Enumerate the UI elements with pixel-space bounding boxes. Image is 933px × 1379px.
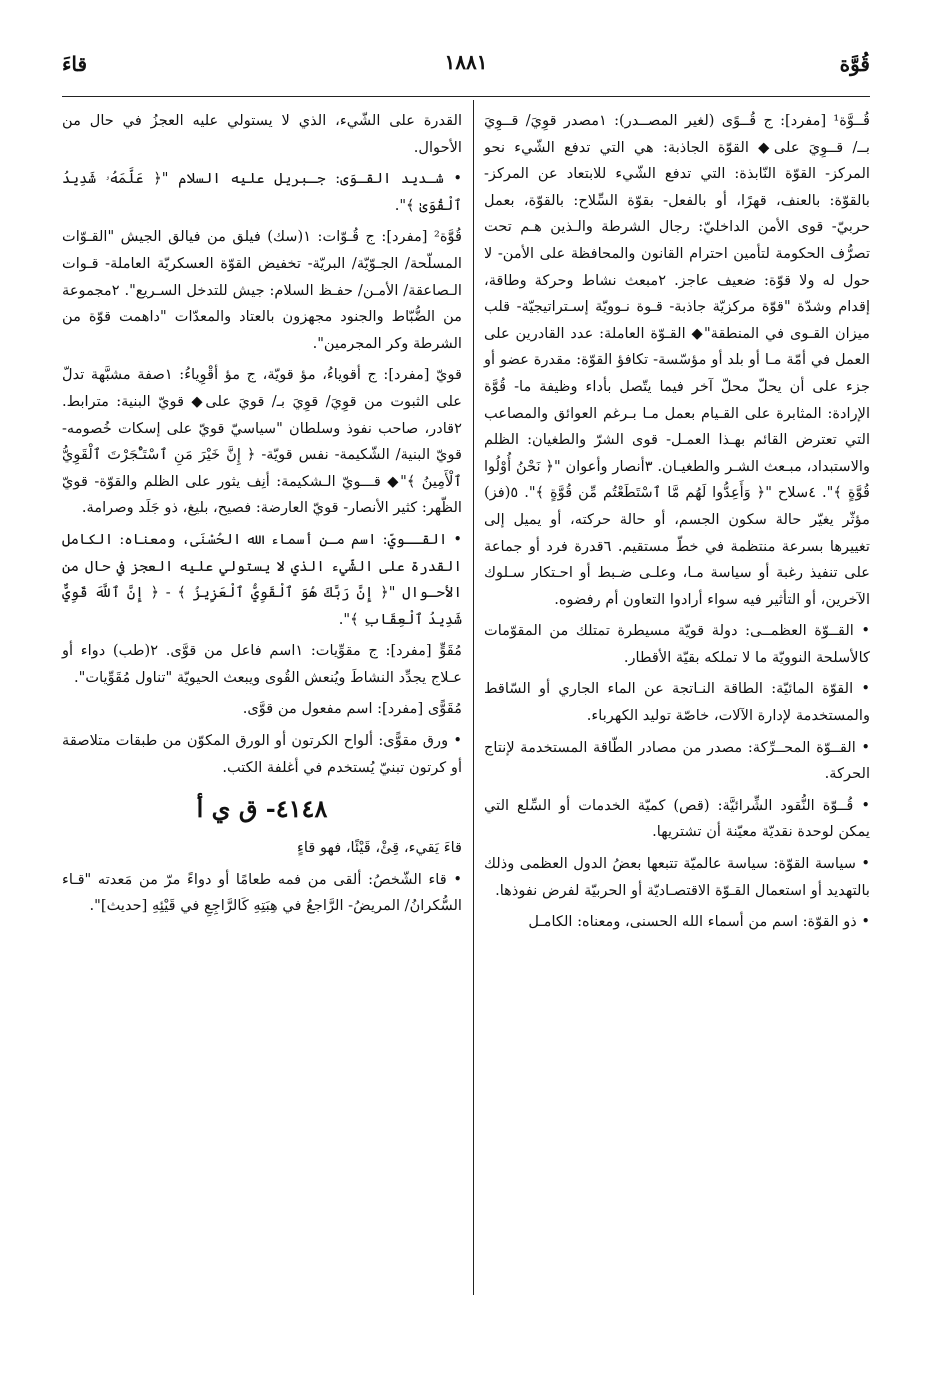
column-divider [473,100,474,1295]
sub-entry-cardboard: • ورق مقوًّى: ألواح الكرتون أو الورق المكوّن من طبقات متلاصقة أو كرتون تبنيّ يُستخدم في أغلفة الكتب. [62,732,462,776]
dictionary-entry-quwwa-2: قُوَّة² [مفرد]: ج قُـوّات: ١(سك) فيلق من فيالق الجيش "القـوّات المسلّحة/ الجـوّيّة/ البريّة- تخفيض القوّة العسكريّة العاملة- قـوات الـصاعقة/ الأمـن/ حفـظ السلام: جيش للتدخل السـريع". ٢مجموعة من الضُّبّاط والجنود مجهزون بالعتاد والمعدّات "داهمت قوّة من الشرطة وكر المجرمين". [62,228,462,352]
header-guide-word-left: قاءَ [62,52,88,76]
dictionary-entry-muqawwin: مُقَوٍّ [مفرد]: ج مقوِّيات: ١اسم فاعل من قوَّى. ٢(طب) دواء أو عـلاج يجدِّد النشاطَ ويُنعش القُوى ويبعث الحيويّة "تناول مُقَوِّيات". [62,642,462,686]
sub-entry-purchasing-power: • قُــوّة النُّقود الشِّرائيَّة: (قص) كميّة الخدمات أو السِّلع التي يمكن لوحدة نقديّة معيّنة أن تشتريها. [484,796,870,841]
dictionary-entry-qaa: قاءَ يَقيء، قِئْ، قَيْئًا، فهو قاءٍ [297,839,462,857]
right-column [484,108,870,941]
sub-entry-water-power: • القوّة المائيّة: الطاقة النـاتجة عن الماء الجاري أو السّاقط والمستخدمة لإدارة الآلات، خاصّة توليد الكهرباء. [484,680,870,725]
dictionary-entry-qawiyy: قويّ [مفرد]: ج أقوياءُ، مؤ قويّة، ج مؤ أقْوِياءُ: ١صفة مشبَّهة تدلّ على الثبوت من قوِيَ/ قوِيَ بـ/ قويَ على◆ قويّ البنية: مترابط. ٢قادر، صاحب نفوذ وسلطان "سياسيّ قويّ على إسكات خُصومه- قويّ البنية/ الشّكيمة- نفس قويّة- ﴿ إِنَّ خَيْرَ مَنِ ٱسْتَـْٔجَرْتَ ٱلْقَوِيُّ ٱلْأَمِينُ ﴾"◆ قـــويّ الـشكيمة: أنِف يثور على الظلم والقوّة- قويّ الظّهر: كثير الأنصار- قويّ العارضة: فصيح، بليغ، ذو جَلَد وصرامة. [62,366,462,517]
sub-entry-shadid-al-quwa: • شـديد القـوَى: جـبريل عليه السلام "﴿ عَلَّمَهُۥ شَدِيدُ ٱلْقُوَىٰ ﴾". [62,170,462,214]
sub-entry-qaa-al-shakhs: • قاء الشّخصُ: ألقى من فمه طعامًا أو دواءً مرّ من مَعدته "قـاء السُّكرانُ/ المريضُ- الرَّاجعُ في هِبَتِهِ كَالرَّاجِعِ في قَيْئِهِ [حديث]". [62,870,462,915]
dictionary-entry-quwwa-1: قُــوَّة¹ [مفرد]: ج قُــوًى (لغير المصــدر): ١مصدر قوِيَ/ قــوِيَ بــ/ قــوِيَ على◆ القوّة الجاذبة: هي التي تدفع الشّيء نحو المركز- القوّة النّابذة: التي تدفع الشّيء للابتعاد عن المركز- بالقوّة: بالعنف، قهرًا، أو بالفعل- بقوّة السِّلاح: بالقوّة، بعمل حربيّ- قوى الأمن الداخليّ: رجال الشرطة والـذين هـم تحت تصرُّف الحكومة لتأمين احترام القانون والمحافظة على الأمن- لا حول له ولا قوّة: ضعيف عاجز. ٢مبعث نشاط وحركة وطاقة، إقدام وشدّة "قوّة مركزيّة جاذبة- قـوة نـوويّة إسـتراتيجيّة- قلب ميزان القـوى في المنطقة"◆ القـوّة العاملة: عدد القادرين على العمل في أمّة مـا أو بلد أو مؤسّسة- تكافؤ القوّة: مقدرة عضو أو جزء على أن يحلّ محلّ آخر فيما يتّصل بأداء وظيفة ما- قُوَّة الإرادة: المثابرة على القـيام بعمل مـا بـرغم العوائق والمصاعب التي تعترض القائم بهـذا العمـل- قوى الشرّ والطغيان: الظلم والاستبداد، مبـعث الشـر والطغيـان. ٣أنصار وأعوان "﴿ نَحْنُ أُوْلُوا قُوَّةٍ ﴾". ٤سلاح "﴿ وَأَعِدُّوا لَهُم مَّا ٱسْتَطَعْتُم مِّن قُوَّةٍ ﴾". ٥(فز) مؤثّر يغيّر حالة سكون الجسم، أو حالة حركته، أو يميل إلى تغييرها بسرعة منتظمة في خطّ مستقيم. ٦قدرة فرد أو جماعة على تنفيذ رغبة أو سياسة مـا، وعلـى ضـبط أو احـتكار سـلوك الآخرين، أو التأثير فيه سواء أرادوا التعاون أم رفضوه. [484,112,871,608]
root-heading: ٤١٤٨- ق ي أ [196,794,328,824]
sub-entry-dhu-al-quwwa: • ذو القوّة: اسم من أسماء الله الحسنى، ومعناه: الكامـل [528,913,870,931]
page-header [62,52,870,92]
sub-entry-power-politics: • سياسة القوّة: سياسة عالميّة تتبعها بعضُ الدول العظمى وذلك بالتهديد أو استعمال القـوّة الاقتصـاديّة أو الحربيّة لفرض نفوذها. [484,855,870,899]
left-column [62,108,462,925]
sub-entry-motive-power: • القــوّة المحــرِّكة: مصدر من مصادر الطّاقة المستخدمة لإنتاج الحركة. [484,738,870,783]
header-guide-word-right: قُوَّة [839,52,870,76]
sub-entry-al-qawiyy: • القــويّ: اسم مـن أسماء الله الحُسْنَى، ومعناه: الكامل القدرة على الشّيء الذي لا يستولي عليه العجز في حال من الأحـوال "﴿ إِنَّ رَبَّكَ هُوَ ٱلْقَوِيُّ ٱلْعَزِيزُ ﴾ - ﴿ إِنَّ ٱللَّهَ قَوِيٌّ شَدِيدُ ٱلْعِقَابِ ﴾". [62,530,462,628]
continuation-text: القدرة على الشّيء، الذي لا يستولي عليه العجزُ في حال من الأحوال. [62,112,462,156]
page-number: ١٨٨١ [444,50,488,74]
sub-entry-super-power: • القــوّة العظمــى: دولة قويّة مسيطرة تمتلك من المقوّمات كالأسلحة النوويّة ما لا تملكه بقيّة الأقطار. [484,622,870,666]
dictionary-entry-muqawwan: مُقَوًّى [مفرد]: اسم مفعول من قوَّى. [242,700,462,718]
header-divider [62,96,870,97]
